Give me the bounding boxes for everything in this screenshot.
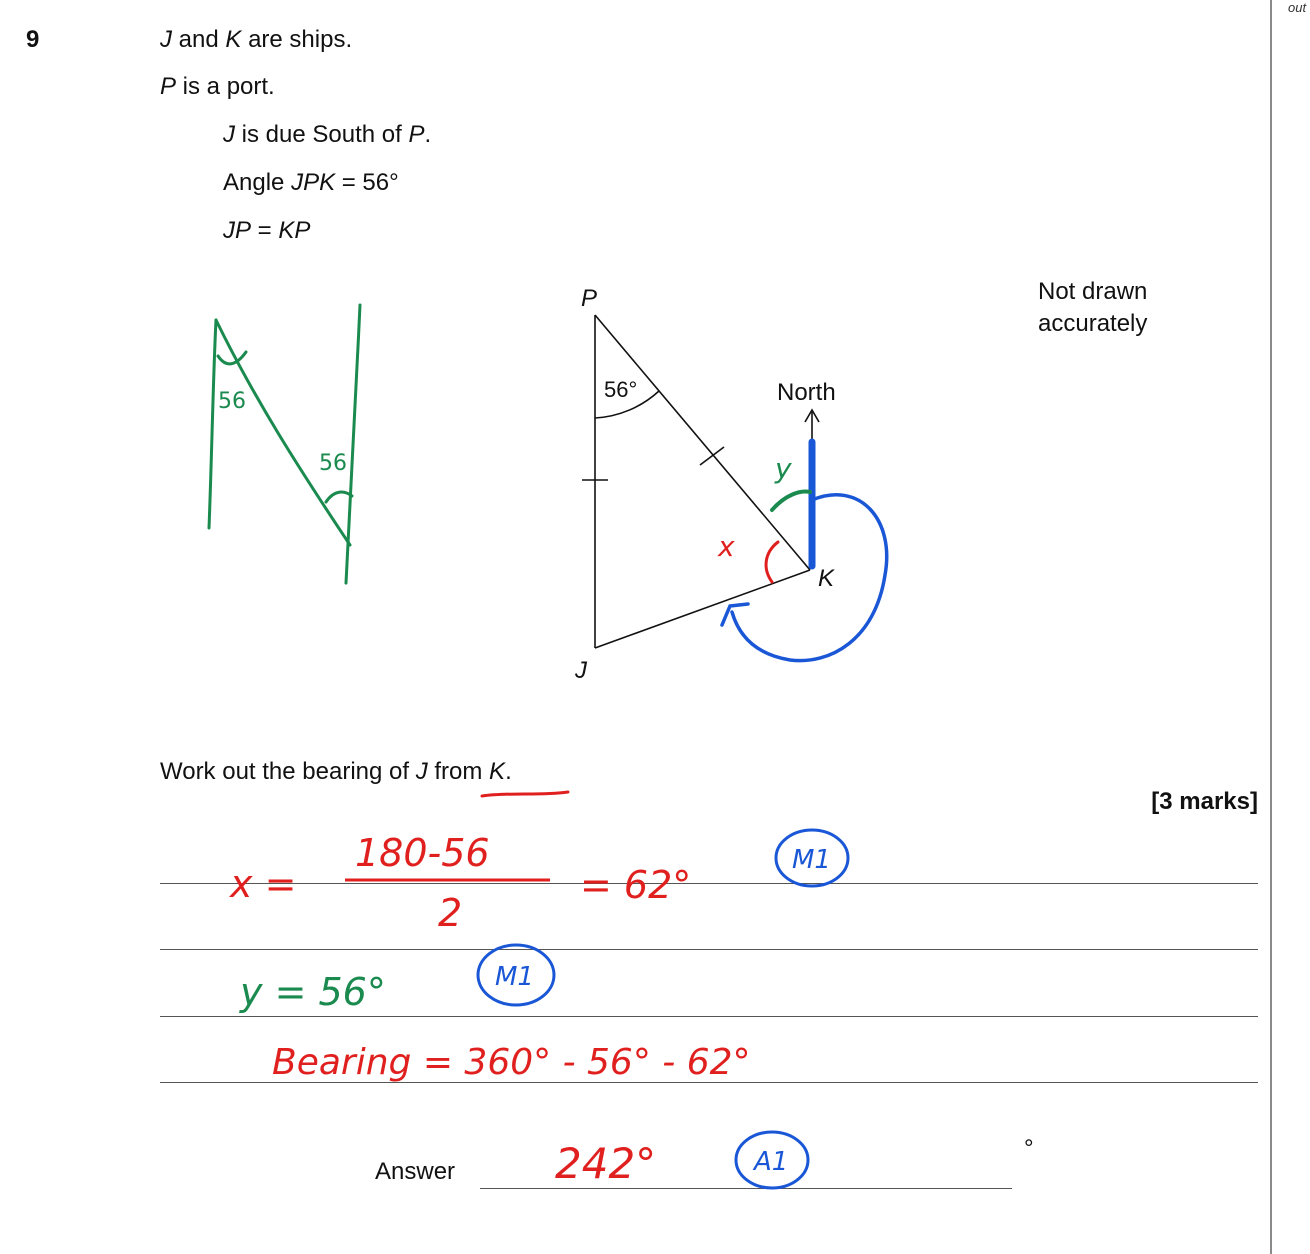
margin-label: out (1288, 0, 1307, 15)
blue-bearing-annotation (722, 442, 887, 661)
label-j: J (575, 657, 587, 684)
answer-label: Answer (375, 1158, 456, 1185)
working2-mark: M1 (495, 962, 534, 992)
red-underline (482, 792, 568, 796)
angle-y-arc (772, 492, 810, 510)
green-sketch (209, 305, 360, 583)
marks-label: [3 marks] (1151, 788, 1258, 815)
not-drawn-accurately: Not drawn accurately (1038, 278, 1148, 337)
working1-numerator: 180-56 (355, 831, 490, 875)
sketch-angle-top: 56 (218, 389, 246, 414)
angle-x-arc (766, 542, 778, 582)
fact-angle-jpk: Angle JPK = 56° (223, 169, 399, 196)
degree-unit: ° (1024, 1135, 1034, 1162)
fact-jp-equals-kp: JP = KP (223, 217, 311, 244)
fact-j-south: J is due South of P. (223, 121, 432, 148)
label-k: K (818, 565, 835, 592)
question-line-2: P is a port. (160, 73, 275, 100)
question-line-1: J and K are ships. (160, 26, 353, 53)
working1-denominator: 2 (438, 891, 463, 935)
var-y-label: y (775, 452, 792, 485)
equal-tick-kp (700, 447, 724, 465)
angle-label-56: 56° (604, 377, 638, 402)
answer-mark: A1 (754, 1147, 789, 1177)
var-x-label: x (718, 530, 735, 563)
sketch-angle-bottom: 56 (319, 451, 347, 476)
working1-mark: M1 (792, 845, 831, 875)
working1-result: = 62° (580, 863, 692, 907)
working2-text: y = 56° (240, 970, 386, 1014)
north-label: North (777, 379, 836, 406)
label-p: P (581, 285, 598, 312)
answer-value: 242° (555, 1139, 657, 1188)
question-number: 9 (26, 26, 40, 53)
task-text: Work out the bearing of J from K. (160, 758, 512, 785)
working3-text: Bearing = 360° - 56° - 62° (272, 1042, 751, 1083)
working1-lhs: x = (230, 862, 297, 906)
